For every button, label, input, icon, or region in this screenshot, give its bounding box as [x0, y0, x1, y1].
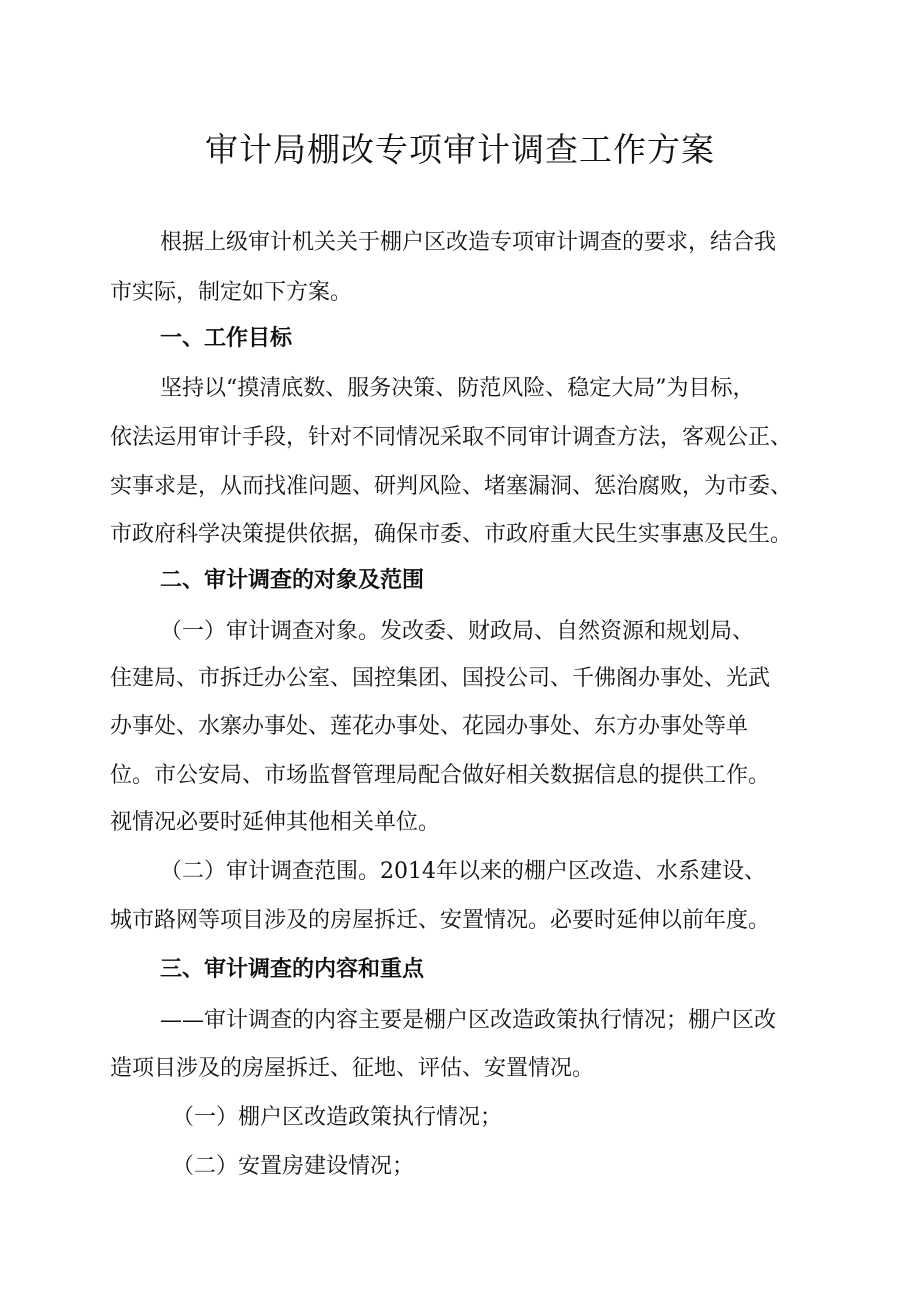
paragraph-objects-line-4: 位。市公安局、市场监督管理局配合做好相关数据信息的提供工作。	[110, 763, 771, 788]
paragraph-range-line-1: （二）审计调查范围。2014年以来的棚户区改造、水系建设、	[160, 859, 766, 884]
paragraph-content-line-2: 造项目涉及的房屋拆迁、征地、评估、安置情况。	[110, 1056, 595, 1081]
paragraph-goals-line-3: 实事求是，从而找准问题、研判风险、堵塞漏洞、惩治腐败，为市委、	[110, 474, 793, 499]
paragraph-goals-line-4: 市政府科学决策提供依据，确保市委、市政府重大民生实事惠及民生。	[110, 522, 793, 547]
paragraph-intro-line-2: 市实际，制定如下方案。	[110, 280, 353, 305]
list-item-policy: （一）棚户区改造政策执行情况；	[172, 1105, 503, 1130]
paragraph-objects-line-2: 住建局、市拆迁办公室、国控集团、国投公司、千佛阁办事处、光武	[110, 666, 771, 691]
paragraph-intro-line-1: 根据上级审计机关关于棚户区改造专项审计调查的要求，结合我	[160, 230, 777, 255]
paragraph-range-line-2: 城市路网等项目涉及的房屋拆迁、安置情况。必要时延伸以前年度。	[110, 908, 771, 933]
paragraph-goals-line-2: 依法运用审计手段，针对不同情况采取不同审计调查方法，客观公正、	[110, 425, 793, 450]
section-heading-scope: 二、审计调查的对象及范围	[160, 568, 425, 593]
list-item-housing: （二）安置房建设情况；	[172, 1154, 415, 1179]
paragraph-content-line-1: ——审计调查的内容主要是棚户区改造政策执行情况；棚户区改	[160, 1008, 777, 1033]
section-heading-goals: 一、工作目标	[160, 326, 293, 351]
paragraph-objects-line-5: 视情况必要时延伸其他相关单位。	[110, 810, 441, 835]
document-title: 审计局棚改专项审计调查工作方案	[205, 130, 715, 169]
section-heading-content: 三、审计调查的内容和重点	[160, 957, 425, 982]
paragraph-objects-line-3: 办事处、水寨办事处、莲花办事处、花园办事处、东方办事处等单	[110, 714, 749, 739]
paragraph-goals-line-1: 坚持以“摸清底数、服务决策、防范风险、稳定大局”为目标，	[160, 376, 755, 401]
paragraph-objects-line-1: （一）审计调查对象。发改委、财政局、自然资源和规划局、	[160, 619, 755, 644]
